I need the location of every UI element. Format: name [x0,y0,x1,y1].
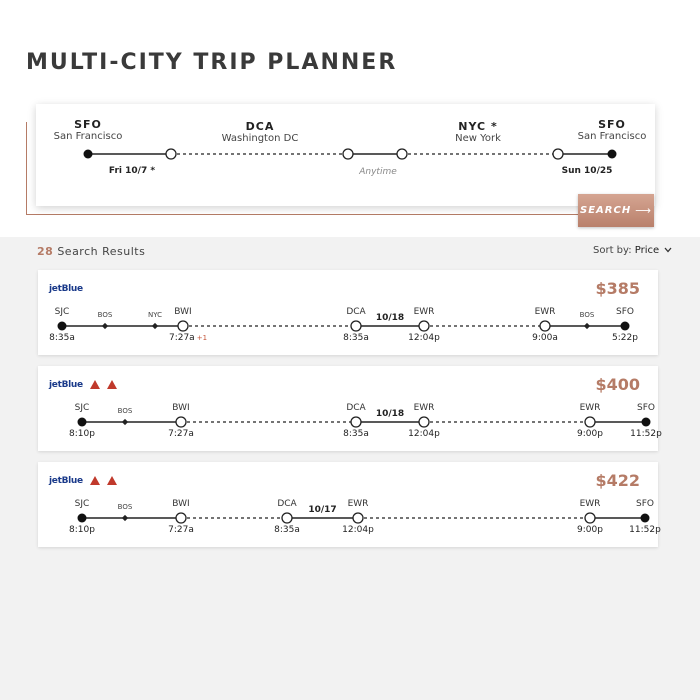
stop-marker [584,323,590,329]
depart-time: 8:10p [69,429,95,439]
airport-code: DCA [346,307,366,317]
route-arrival-nyc [397,149,407,159]
route-city-origin [38,118,138,142]
airport-point [585,417,595,427]
airport-code: DCA [277,499,297,509]
airport-code: SJC [54,307,70,317]
airport-code: BWI [172,403,190,413]
stop-marker [122,419,128,425]
depart-time: 9:00p [577,429,603,439]
results-count: 28 [37,245,54,258]
transfer-date: 10/18 [375,409,405,419]
route-city-dca [210,120,310,144]
route-city-destination [562,118,662,142]
city-code: SFO [598,118,626,131]
airport-point [351,321,361,331]
airport-point [176,417,186,427]
airline-logo: jetBlue [49,380,117,390]
airport-code: SFO [636,499,654,509]
stop-code: BOS [117,503,133,511]
airport-code: EWR [534,307,556,317]
sort-dropdown[interactable] [593,245,672,256]
airport-point [585,513,595,523]
depart-time: 8:35a [343,333,369,343]
stop-marker [152,323,158,329]
result-card[interactable] [38,270,658,355]
depart-time: 9:00a [532,333,558,343]
route-end-point [608,150,617,159]
city-name: San Francisco [577,131,647,142]
airport-code: BWI [172,499,190,509]
depart-time: 9:00p [577,525,603,535]
route-depart-nyc [553,149,563,159]
transfer-date: 10/18 [375,313,405,323]
airport-code: EWR [579,403,601,413]
arrive-time-value: 7:27a [168,429,194,439]
price: $422 [595,471,640,490]
route-city-nyc [428,120,528,144]
search-button[interactable] [578,194,654,227]
sort-label: Sort by: [593,245,632,256]
airport-point [540,321,550,331]
city-code: SFO [74,118,102,131]
depart-time: 8:35a [274,525,300,535]
airport-code: SJC [74,403,90,413]
results-label: Search Results [57,245,146,258]
arrive-time: 12:04p [342,525,374,535]
route-date-outbound[interactable]: Fri 10/7 * [108,166,156,176]
stop-code: BOS [579,311,595,319]
arrive-time [169,333,207,343]
depart-time: 8:35a [49,333,75,343]
city-name: New York [455,133,501,144]
route-date-transfer[interactable]: Anytime [359,167,397,177]
airport-code: DCA [346,403,366,413]
city-code: NYC * [458,120,498,133]
stop-marker [122,515,128,521]
price: $400 [595,375,640,394]
next-day-indicator: +1 [196,334,208,342]
route-depart-dca [343,149,353,159]
arrive-time-value: 7:27a [168,525,194,535]
airport-code: EWR [347,499,369,509]
destination-point [642,418,651,427]
airline-logo: jetBlue [49,476,117,486]
stop-code: NYC [147,311,163,319]
result-card[interactable] [38,366,662,451]
stop-code: BOS [117,407,133,415]
destination-point [641,514,650,523]
airline-logo: jetBlue [49,284,83,294]
search-button-label: SEARCH [580,205,632,216]
city-name: Washington DC [221,133,299,144]
transfer-date: 10/17 [308,505,337,515]
airport-point [282,513,292,523]
airport-point [353,513,363,523]
route-card [36,104,655,206]
depart-time: 8:10p [69,525,95,535]
city-code: DCA [245,120,275,133]
arrive-time: 12:04p [408,333,440,343]
arrive-time: 11:52p [629,525,661,535]
result-card[interactable] [38,462,661,547]
arrive-time [168,525,194,535]
arrive-time [168,429,194,439]
page-title: MULTI-CITY TRIP PLANNER [26,50,398,75]
sort-value: Price [634,245,660,256]
route-arrival-dca [166,149,176,159]
airport-code: EWR [579,499,601,509]
arrive-time: 11:52p [630,429,662,439]
price: $385 [595,279,640,298]
arrive-time-value: 7:27a [168,333,195,343]
stop-code: BOS [97,311,113,319]
airport-point [351,417,361,427]
airport-point [178,321,188,331]
results-header [37,245,145,258]
origin-point [78,514,87,523]
airport-code: SFO [637,403,655,413]
chevron-down-icon [664,247,672,253]
origin-point [58,322,67,331]
airport-code: SJC [74,499,90,509]
airport-code: EWR [413,307,435,317]
airport-point [176,513,186,523]
route-start-point [84,150,93,159]
stop-marker [102,323,108,329]
destination-point [621,322,630,331]
airport-point [419,321,429,331]
arrive-time: 12:04p [408,429,440,439]
arrive-time: 5:22p [612,333,638,343]
airport-code: BWI [174,307,192,317]
depart-time: 8:35a [343,429,369,439]
airport-code: SFO [616,307,634,317]
city-name: San Francisco [53,131,123,142]
airport-point [419,417,429,427]
origin-point [78,418,87,427]
airport-code: EWR [413,403,435,413]
arrow-right-icon: ⟶ [635,204,652,217]
route-date-return[interactable]: Sun 10/25 [561,166,613,176]
